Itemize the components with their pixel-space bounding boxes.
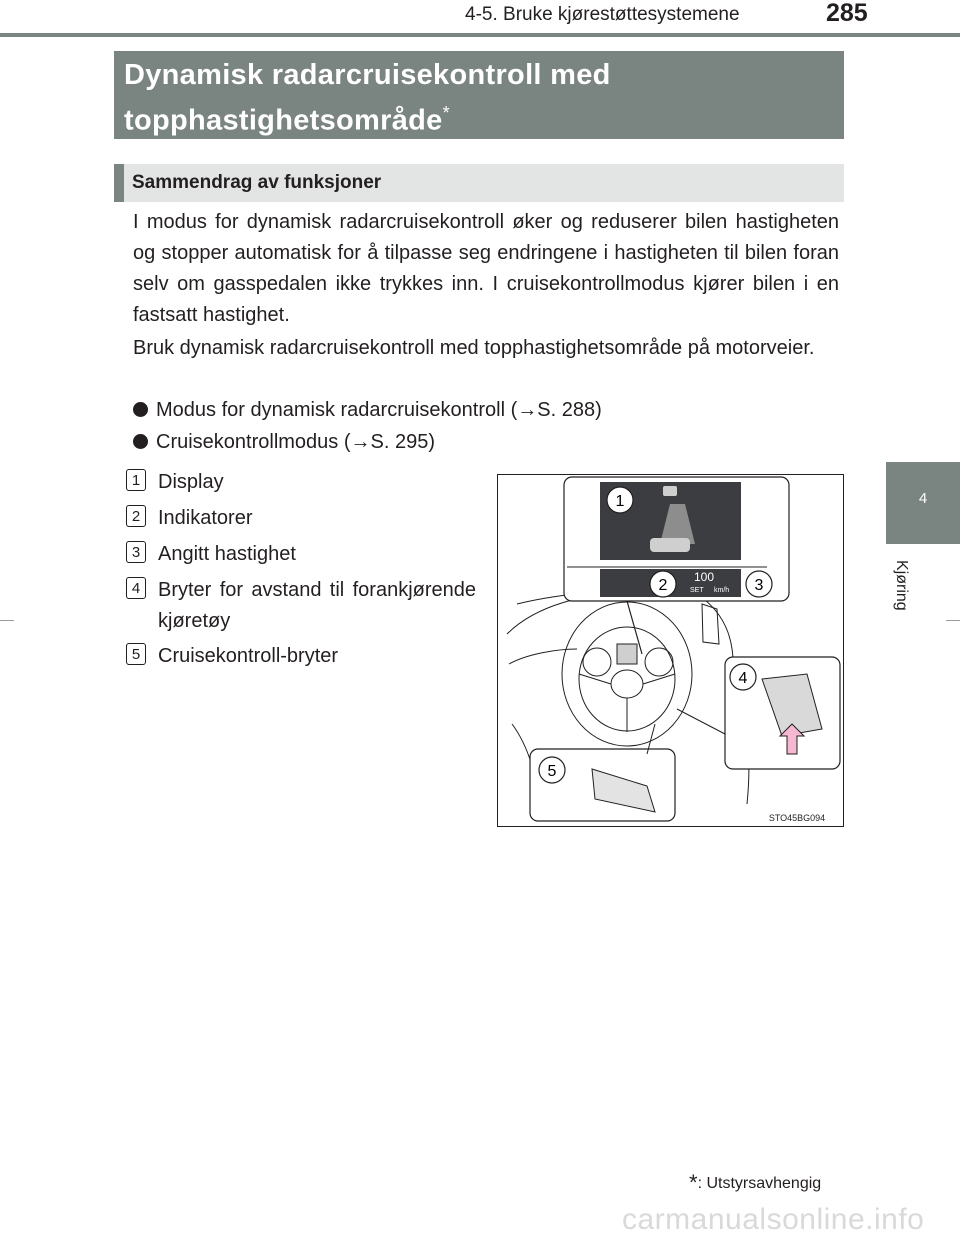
subheading-banner [114,164,844,202]
title-line-2: topphastighetsområde [124,104,443,137]
callout-4: 4 [738,670,748,687]
cockpit-illustration [497,474,844,827]
chapter-number: 4 [918,490,928,507]
page-number: 285 [826,0,868,27]
callout-3: 3 [754,577,764,594]
footnote [689,1170,821,1196]
callout-5: 5 [547,763,557,780]
header-rule [0,33,960,37]
chapter-title: Kjøring [893,560,910,611]
title-line-1: Dynamisk radarcruisekontroll med [124,59,611,91]
display-set-label: SET [690,587,704,594]
watermark: carmanualsonline.info [622,1203,925,1236]
item-text: Indikatorer [158,507,253,529]
item-text: Cruisekontroll-bryter [158,645,339,667]
footnote-star: * [689,1170,698,1195]
subheading: Sammendrag av funksjoner [132,172,382,193]
callout-1: 1 [615,493,625,510]
bullet-text: Cruisekontrollmodus (→S. 295) [156,431,435,453]
illustration-code: STO45BG094 [768,813,826,823]
bullet-dot-icon [133,402,148,417]
item-text: Display [158,471,224,493]
item-number-badge: 2 [126,505,146,527]
title-star: * [442,103,450,123]
subheading-accent-bar [114,164,124,202]
item-number-badge: 5 [126,643,146,665]
item-text: Angitt hastighet [158,543,296,565]
display-speed: 100 [694,570,715,584]
paragraph-intro: I modus for dynamisk radarcruisekontroll øker og reduserer bilen hastigheten og stopper automatisk for å tilpasse seg endringene i hastigheten til bilen foran selv om gasspedalen ikke trykkes inn. I cruisekontrollmodus kjører bilen i en fastsatt hastighet. [133,211,839,326]
callout-2: 2 [658,577,668,594]
bullet-item [133,395,602,426]
page-title [124,56,611,140]
chapter-tab [886,462,960,544]
crop-mark-left [0,620,14,621]
paragraph-usage: Bruk dynamisk radarcruisekontroll med topphastighetsområde på motorveier. [133,337,815,359]
bullet-dot-icon [133,434,148,449]
title-banner [114,51,844,139]
header-section-title: 4-5. Bruke kjørestøttesystemene [465,4,740,25]
bullet-text: Modus for dynamisk radarcruisekontroll (→S. 288) [156,399,602,421]
crop-mark-right [946,620,960,621]
item-text: Bryter for avstand til forankjørende kjøretøy [158,579,476,632]
item-number-badge: 1 [126,469,146,491]
bullet-item [133,427,435,458]
footnote-text: : Utstyrsavhengig [697,1175,822,1192]
display-unit: km/h [714,587,730,594]
item-number-badge: 4 [126,577,146,599]
item-number-badge: 3 [126,541,146,563]
